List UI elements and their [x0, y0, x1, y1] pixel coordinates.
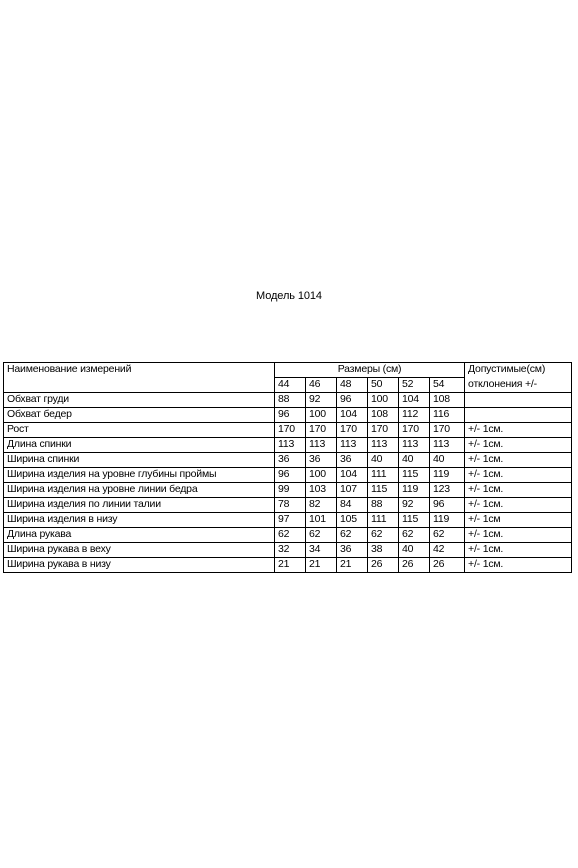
- measure-value-cell: 100: [306, 408, 337, 423]
- measure-value-cell: 116: [430, 408, 465, 423]
- measure-value-cell: 119: [430, 468, 465, 483]
- measure-name-header-spacer: [4, 378, 275, 393]
- measure-value-cell: 62: [337, 528, 368, 543]
- measure-value-cell: 103: [306, 483, 337, 498]
- measure-value-cell: 26: [368, 558, 399, 573]
- measure-name-cell: Рост: [4, 423, 275, 438]
- tolerance-cell: +/- 1см.: [465, 543, 572, 558]
- measure-value-cell: 99: [275, 483, 306, 498]
- measure-name-cell: Ширина рукава в веху: [4, 543, 275, 558]
- measure-value-cell: 21: [306, 558, 337, 573]
- measure-value-cell: 62: [430, 528, 465, 543]
- measure-value-cell: 111: [368, 513, 399, 528]
- tolerance-cell: +/- 1см.: [465, 498, 572, 513]
- measure-name-cell: Обхват бедер: [4, 408, 275, 423]
- measure-value-cell: 62: [275, 528, 306, 543]
- measure-value-cell: 101: [306, 513, 337, 528]
- measure-value-cell: 21: [337, 558, 368, 573]
- measure-value-cell: 115: [399, 513, 430, 528]
- tolerance-header: Допустимые(см): [465, 363, 572, 378]
- measure-value-cell: 34: [306, 543, 337, 558]
- measure-value-cell: 96: [430, 498, 465, 513]
- tolerance-cell: +/- 1см.: [465, 453, 572, 468]
- measure-value-cell: 97: [275, 513, 306, 528]
- measure-value-cell: 62: [399, 528, 430, 543]
- measure-name-cell: Длина рукава: [4, 528, 275, 543]
- measure-value-cell: 170: [430, 423, 465, 438]
- measure-value-cell: 170: [275, 423, 306, 438]
- measure-value-cell: 26: [430, 558, 465, 573]
- measure-value-cell: 115: [399, 468, 430, 483]
- table-row: [4, 558, 572, 573]
- tolerance-cell: +/- 1см.: [465, 423, 572, 438]
- table-row: [4, 468, 572, 483]
- table-row: [4, 453, 572, 468]
- measure-value-cell: 36: [337, 543, 368, 558]
- measure-value-cell: 21: [275, 558, 306, 573]
- table-row: [4, 513, 572, 528]
- measure-value-cell: 36: [337, 453, 368, 468]
- measure-value-cell: 104: [337, 408, 368, 423]
- size-label: 50: [368, 378, 399, 393]
- measure-value-cell: 32: [275, 543, 306, 558]
- size-label: 52: [399, 378, 430, 393]
- measure-value-cell: 108: [430, 393, 465, 408]
- measure-value-cell: 113: [306, 438, 337, 453]
- table-row: [4, 483, 572, 498]
- size-label: 48: [337, 378, 368, 393]
- tolerance-cell: +/- 1см.: [465, 438, 572, 453]
- tolerance-cell: +/- 1см.: [465, 483, 572, 498]
- measure-name-cell: Длина спинки: [4, 438, 275, 453]
- measure-value-cell: 107: [337, 483, 368, 498]
- measure-value-cell: 100: [368, 393, 399, 408]
- tolerance-cell: +/- 1см.: [465, 468, 572, 483]
- measure-value-cell: 78: [275, 498, 306, 513]
- measure-value-cell: 100: [306, 468, 337, 483]
- measure-value-cell: 119: [399, 483, 430, 498]
- measure-value-cell: 38: [368, 543, 399, 558]
- measure-value-cell: 119: [430, 513, 465, 528]
- measure-value-cell: 170: [368, 423, 399, 438]
- table-header-row-1: [4, 363, 572, 378]
- tolerance-cell: +/- 1см: [465, 513, 572, 528]
- measure-name-cell: Ширина изделия на уровне глубины проймы: [4, 468, 275, 483]
- table-row: [4, 543, 572, 558]
- measure-value-cell: 170: [399, 423, 430, 438]
- measure-value-cell: 62: [368, 528, 399, 543]
- measure-value-cell: 113: [368, 438, 399, 453]
- measure-value-cell: 36: [275, 453, 306, 468]
- measure-value-cell: 113: [430, 438, 465, 453]
- size-chart-table: [3, 362, 572, 573]
- measure-value-cell: 88: [368, 498, 399, 513]
- measure-value-cell: 113: [337, 438, 368, 453]
- size-label: 54: [430, 378, 465, 393]
- measure-value-cell: 115: [368, 483, 399, 498]
- measure-name-cell: Обхват груди: [4, 393, 275, 408]
- measure-value-cell: 123: [430, 483, 465, 498]
- measure-value-cell: 104: [337, 468, 368, 483]
- measure-value-cell: 62: [306, 528, 337, 543]
- measure-value-cell: 170: [306, 423, 337, 438]
- measure-value-cell: 108: [368, 408, 399, 423]
- measure-value-cell: 113: [399, 438, 430, 453]
- table-header-row-2: [4, 378, 572, 393]
- measure-value-cell: 96: [275, 408, 306, 423]
- measure-value-cell: 40: [368, 453, 399, 468]
- tolerance-header-line2: отклонения +/-: [465, 378, 572, 393]
- measure-value-cell: 36: [306, 453, 337, 468]
- table-row: [4, 528, 572, 543]
- measure-name-cell: Ширина изделия по линии талии: [4, 498, 275, 513]
- table-row: [4, 393, 572, 408]
- measure-value-cell: 88: [275, 393, 306, 408]
- measure-name-cell: Ширина спинки: [4, 453, 275, 468]
- measure-name-cell: Ширина изделия в низу: [4, 513, 275, 528]
- measure-value-cell: 84: [337, 498, 368, 513]
- document-title: Модель 1014: [256, 290, 322, 302]
- measure-value-cell: 40: [399, 543, 430, 558]
- table-row: [4, 498, 572, 513]
- measure-value-cell: 96: [337, 393, 368, 408]
- table-row: [4, 438, 572, 453]
- measure-value-cell: 26: [399, 558, 430, 573]
- measure-value-cell: 82: [306, 498, 337, 513]
- sizes-header: Размеры (см): [275, 363, 465, 378]
- measure-value-cell: 111: [368, 468, 399, 483]
- table-row: [4, 423, 572, 438]
- measure-value-cell: 40: [430, 453, 465, 468]
- measure-value-cell: 40: [399, 453, 430, 468]
- measure-name-cell: Ширина изделия на уровне линии бедра: [4, 483, 275, 498]
- measure-name-cell: Ширина рукава в низу: [4, 558, 275, 573]
- measure-value-cell: 92: [399, 498, 430, 513]
- tolerance-cell: +/- 1см.: [465, 528, 572, 543]
- measure-value-cell: 42: [430, 543, 465, 558]
- tolerance-cell: [465, 393, 572, 408]
- table-row: [4, 408, 572, 423]
- measure-value-cell: 113: [275, 438, 306, 453]
- measure-value-cell: 105: [337, 513, 368, 528]
- tolerance-cell: +/- 1см.: [465, 558, 572, 573]
- measure-value-cell: 92: [306, 393, 337, 408]
- tolerance-cell: [465, 408, 572, 423]
- measure-value-cell: 112: [399, 408, 430, 423]
- measure-value-cell: 96: [275, 468, 306, 483]
- measure-value-cell: 170: [337, 423, 368, 438]
- size-label: 46: [306, 378, 337, 393]
- size-label: 44: [275, 378, 306, 393]
- measure-name-header: Наименование измерений: [4, 363, 275, 378]
- measure-value-cell: 104: [399, 393, 430, 408]
